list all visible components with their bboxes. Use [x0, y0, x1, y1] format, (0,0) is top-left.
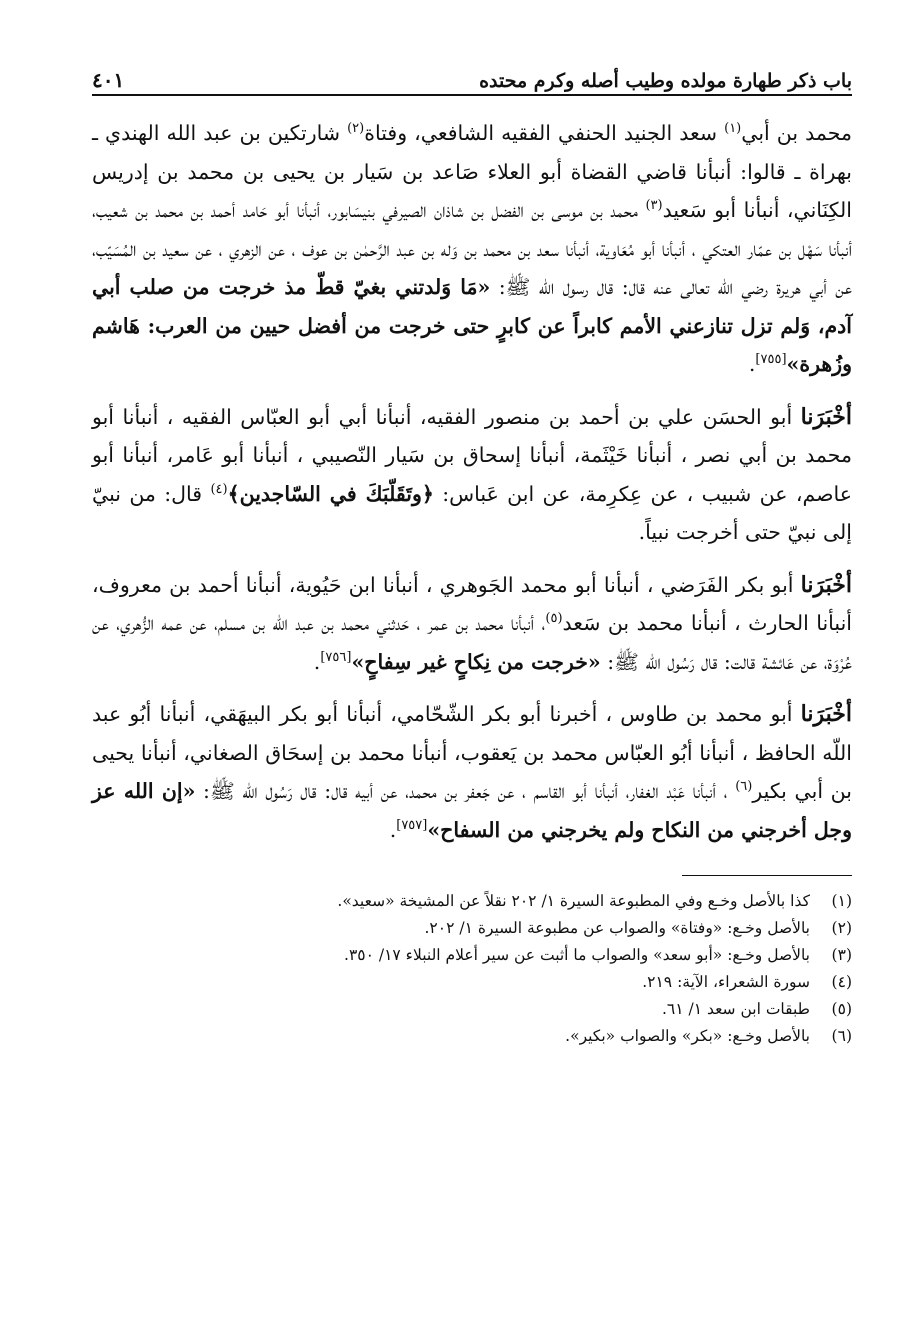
footnote: [92, 969, 852, 996]
hadith-number: [٧٥٧]: [396, 817, 428, 833]
paragraph: [92, 398, 852, 552]
footnote-marker: (٢): [347, 121, 365, 137]
footnote: [92, 1023, 852, 1050]
footnotes: [92, 888, 852, 1050]
hadith-quote: «مَا وَلدتني بغيّ قطّ مذ خرجت من صلب أبي آدم، وَلم تزل تنازعني الأمم كابراً عن كابرٍ حتى خرجت من أفضل حيين من العرب: هَاشم وزُهرة»: [92, 275, 852, 376]
page-header: [92, 52, 852, 92]
text-run: .: [313, 649, 321, 674]
footnote-number: (٢): [831, 919, 852, 937]
hadith-quote: ﴿وتَقَلّبَكَ في السّاجدين﴾: [227, 481, 434, 506]
footnote: [92, 915, 852, 942]
header-rule: [92, 94, 852, 96]
footnote: [92, 996, 852, 1023]
footnote-marker: (١): [724, 121, 742, 137]
footnote-marker: (٦): [735, 779, 753, 795]
footnote-text: بالأصل وخـع: «أبو سعد» والصواب ما أثبت عن سير أعلام النبلاء ١٧/ ٣٥٠.: [344, 946, 810, 964]
hadith-number: [٧٥٥]: [755, 352, 787, 368]
footnote-number: (٣): [831, 946, 852, 964]
hadith-quote: «خرجت من نِكاحٍ غير سِفاحٍ»: [351, 649, 601, 674]
footnote-marker: (٣): [645, 198, 663, 214]
footnote-text: طبقات ابن سعد ١/ ٦١.: [661, 1000, 810, 1018]
text-run: أبو محمد بن طاوس ، أخبرنا أبو بكر الشّحّامي، أنبأنا أبو بكر البيهَقي، أنبأنا أبُو عبد اللّه الحافظ ، أنبأنا أبُو العبّاس محمد بن يَعقوب، أنبأنا محمد بن إسحَاق الصغاني، أنبأنا يحيى بن أبي بكير: [92, 702, 852, 803]
hadith-quote: «إن الله عز وجل أخرجني من النكاح ولم يخرجني من السفاح»: [92, 779, 852, 842]
main-text: [92, 114, 852, 849]
paragraph: [92, 566, 852, 682]
text-run: أبو بكر الفَرَضي ، أنبأنا أبو محمد الجَوهري ، أنبأنا ابن حَيُوية، أنبأنا أحمد بن معروف، أنبأنا الحارث ، أنبأنا محمد بن سَعد: [92, 572, 852, 635]
footnote-marker: (٤): [210, 481, 228, 497]
footnote-marker: (٥): [545, 611, 563, 627]
text-run: سعد الجنيد الحنفي الفقيه الشافعي، وفتاة: [364, 121, 725, 145]
footnote-text: بالأصل وخـع: «بكر» والصواب «بكير».: [565, 1027, 810, 1045]
hadith-number: [٧٥٦]: [320, 649, 352, 665]
text-run: قال: من نبيّ إلى نبيّ حتى أخرجت نبياً.: [92, 481, 852, 544]
running-head: باب ذكر طهارة مولده وطيب أصله وكرم محتده: [479, 70, 852, 92]
footnote-number: (٦): [831, 1027, 852, 1045]
footnote: [92, 888, 852, 915]
footnote-text: سورة الشعراء، الآية: ٢١٩.: [642, 973, 810, 991]
isnad-opener: أخْبَرَنا: [800, 403, 852, 430]
footnote-text: بالأصل وخـع: «وفتاة» والصواب عن مطبوعة السيرة ١/ ٢٠٢.: [424, 919, 810, 937]
footnote-separator: [682, 875, 852, 876]
footnote: [92, 942, 852, 969]
text-run: ، أنبأنا عَبْد الغفار، أنبأنا أبو القاسم ، عن جَعفر بن محمد، عن أبيه قال: قال رَسُول الله ﷺ:: [195, 779, 736, 803]
text-run: شارتكين بن عبد الله الهندي ـ بهراة ـ قالوا: أنبأنا قاضي القضاة أبو العلاء صَاعد بن سَيار بن يحيى بن محمد بن إدريس الكِنَاني، أنبأنا أبو سَعيد: [92, 121, 852, 222]
text-run: محمد بن موسى بن الفضل بن شاذان الصيرفي بنيسَابور، أنبأنا أبو حَامد أحمد بن محمد بن شعيب، أنبأنا سَهْل بن عمّار العتكي ، أنبأنا أبو مُعَاوية، أنبأنا سعد بن محمد بن وَله بن عبد الرَّحمٰن بن عوف ، عن الزهري ، عن سعيد بن المُسَيّب، عن أبي هريرة رضي الله تعالى عنه قال: قال رسول الله ﷺ:: [92, 198, 852, 299]
page-number: ٤٠١: [92, 68, 125, 92]
text-run: .: [748, 352, 756, 376]
isnad-opener: أخْبَرَنا: [800, 571, 852, 598]
text-run: ، أنبأنا محمد بن عمر ، حَدثني محمد بن عبد الله بن مسلم، عن عمه الزُّهري، عن عُرْوَة، عن عَائشة قالت: قال رَسُول الله ﷺ:: [92, 611, 852, 674]
text-run: أبو الحسَن علي بن أحمد بن منصور الفقيه، أنبأنا أبي أبو العبّاس الفقيه ، أنبأنا أبو محمد بن أبي نصر ، أنبأنا خَيْثَمة، أنبأنا إسحاق بن سَيار النّصيبي ، أنبأنا أبو عَامر، أنبأنا أبو عاصم، عن شبيب ، عن عِكرِمة، عن ابن عَباس:: [92, 404, 852, 506]
footnote-number: (٥): [831, 1000, 852, 1018]
text-run: .: [389, 817, 397, 842]
footnote-number: (١): [831, 892, 852, 910]
text-run: محمد بن أبي: [741, 121, 852, 145]
isnad-opener: أخْبَرَنا: [800, 701, 852, 727]
footnote-text: كذا بالأصل وخـع وفي المطبوعة السيرة ١/ ٢٠٢ نقلاً عن المشيخة «سعيد».: [337, 892, 810, 910]
paragraph: [92, 695, 852, 849]
footnote-number: (٤): [831, 973, 852, 991]
document-page: [92, 52, 852, 1050]
paragraph: [92, 114, 852, 384]
